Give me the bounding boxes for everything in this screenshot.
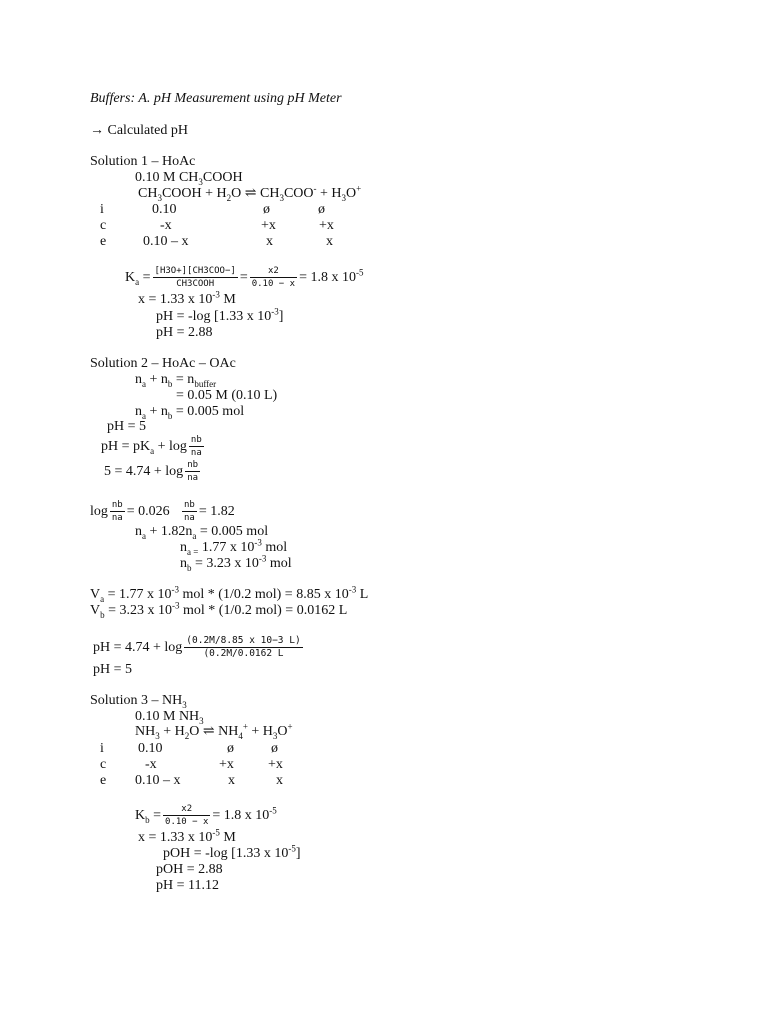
solution-3-heading: Solution $3 - NH_3$ [90, 693, 187, 710]
hh-substituted-text: 5 = 4.74 + log [104, 464, 184, 479]
ice-cell: x [326, 234, 333, 249]
log-ratio [90, 499, 170, 525]
solution-2-heading: Solution 2 – HoAc – OAc [90, 356, 236, 371]
ratio-value-text: = 1.82 [198, 504, 235, 519]
na-value: $n_{a =}$ 1.77 x $10^{-3}$ mol [180, 537, 288, 557]
ratio-numerator: nb [187, 460, 199, 471]
ratio-numerator: nb [111, 500, 123, 511]
ratio-numerator: nb [184, 500, 195, 511]
document-title: Buffers: A. pH Measurement using pH Meter [90, 91, 342, 106]
ratio-value [180, 499, 235, 525]
ice-cell: x [228, 773, 235, 788]
moles-sum: $n_a + n_b = n_{buffer}$ [135, 372, 217, 389]
ice-cell: ø [318, 202, 325, 217]
ice-row-label: e [100, 234, 107, 249]
ka-expression: $K_a$ = $\frac{\text{[H3O+][CH3COO−]}}{\text{CH3COOH}}$ = $\frac{x2}{0.10 - x}$ = 1.8 x $10^{-5}$ [125, 266, 364, 290]
nb-value: $n_b = 3.23$ x $10^{-3}$ mol [180, 553, 292, 573]
ice-cell: 0.10 – x [143, 234, 189, 249]
volume-b: $V_b = 3.23$ x $10^{-3}$ mol * (1/0.2 mol) = 0.0162 L [90, 600, 348, 620]
solution-3-concentration: 0.10 M $NH_3$ [135, 709, 204, 726]
henderson-hasselbalch: pH = $pK_a + \log$ $\frac{nb}{na}$ [101, 435, 202, 459]
solution-3-ph-result: pH = 11.12 [156, 878, 219, 893]
kb-numerator: x2 [163, 803, 210, 816]
target-ph: pH = 5 [107, 419, 147, 434]
ph-check-result: pH = 5 [93, 662, 133, 677]
solution-1-ph-log: pH = -log [1.33 x $10^{-3}$] [156, 306, 284, 324]
ice-cell: +x [319, 218, 334, 233]
ice-row-label: c [100, 218, 107, 233]
ice-cell: ø [271, 741, 278, 756]
solution-1-heading: Solution 1 – HoAc [90, 154, 196, 169]
ph-check [93, 634, 305, 662]
solution-1-x-value: x = 1.33 x $10^{-3}$ M [138, 289, 236, 307]
ice-cell: ø [227, 741, 234, 756]
solution-1-ph-result: pH = 2.88 [156, 325, 213, 340]
solution-3-equation: $NH_3 + H_2O$ ⇌ $NH_4^+ + H_3O^+$ [135, 721, 293, 741]
ratio-denominator: na [187, 473, 199, 484]
volume-a: $V_a = 1.77$ x $10^{-3}$ mol * (1/0.2 mol) = 8.85 x $10^{-3}$ L [90, 584, 369, 604]
ratio-numerator: nb [190, 435, 202, 446]
moles-calc: = 0.05 M (0.10 L) [176, 388, 278, 403]
ratio-denominator: na [184, 513, 195, 524]
moles-total: $n_a + n_b = 0.005$ mol [135, 404, 245, 421]
ka-denominator: CH3COOH [176, 279, 215, 290]
ratio-denominator: na [111, 513, 123, 524]
solution-3-x-value: x = 1.33 x $10^{-5}$ M [138, 827, 236, 845]
ice-row-label: i [100, 202, 104, 217]
solution-3-poh-result: pOH = 2.88 [156, 862, 223, 877]
log-ratio-value: = 0.026 [126, 504, 170, 519]
ice-cell: x [266, 234, 273, 249]
ice-cell: +x [219, 757, 234, 772]
ph-check-denominator: (0.2M/0.0162 L [203, 648, 284, 660]
kb-expression: $K_b$ = $\frac{x2}{0.10 - x}$ = 1.8 x $10^{-5}$ [135, 804, 277, 828]
kb-denominator: 0.10 − x [165, 817, 209, 828]
ph-check-text: pH = 4.74 + log [93, 640, 183, 655]
calculated-ph-heading: → Calculated pH [90, 123, 188, 138]
ice-cell: x [276, 773, 283, 788]
ice-cell: ø [263, 202, 270, 217]
ice-cell: +x [268, 757, 283, 772]
ice-cell: 0.10 [138, 741, 163, 756]
ice-row-label: e [100, 773, 107, 788]
henderson-substituted [104, 459, 202, 485]
ice-cell: +x [261, 218, 276, 233]
ratio-denominator: na [190, 448, 202, 459]
na-equation: $n_a + 1.82n_a = 0.005$ mol [135, 524, 269, 541]
ice-cell: -x [160, 218, 172, 233]
ice-cell: 0.10 [152, 202, 177, 217]
ice-row-label: i [100, 741, 104, 756]
ice-cell: 0.10 – x [135, 773, 181, 788]
ka-numerator: [H3O+][CH3COO−] [154, 266, 236, 277]
solution-3-poh-log: pOH = -log [1.33 x $10^{-5}$] [163, 843, 301, 861]
solution-1-concentration: 0.10 M $CH_3COOH$ [135, 170, 243, 187]
ka-denominator-x: 0.10 − x [251, 279, 296, 290]
ka-numerator-x: x2 [250, 265, 297, 278]
ice-row-label: c [100, 757, 107, 772]
ph-check-numerator: (0.2M/8.85 x 10−3 L) [186, 635, 301, 647]
solution-1-equation: $CH_3COOH + H_2O$ ⇌ $CH_3COO^- + H_3O^+$ [138, 183, 362, 203]
ice-cell: -x [145, 757, 157, 772]
log-label: log [90, 504, 108, 519]
